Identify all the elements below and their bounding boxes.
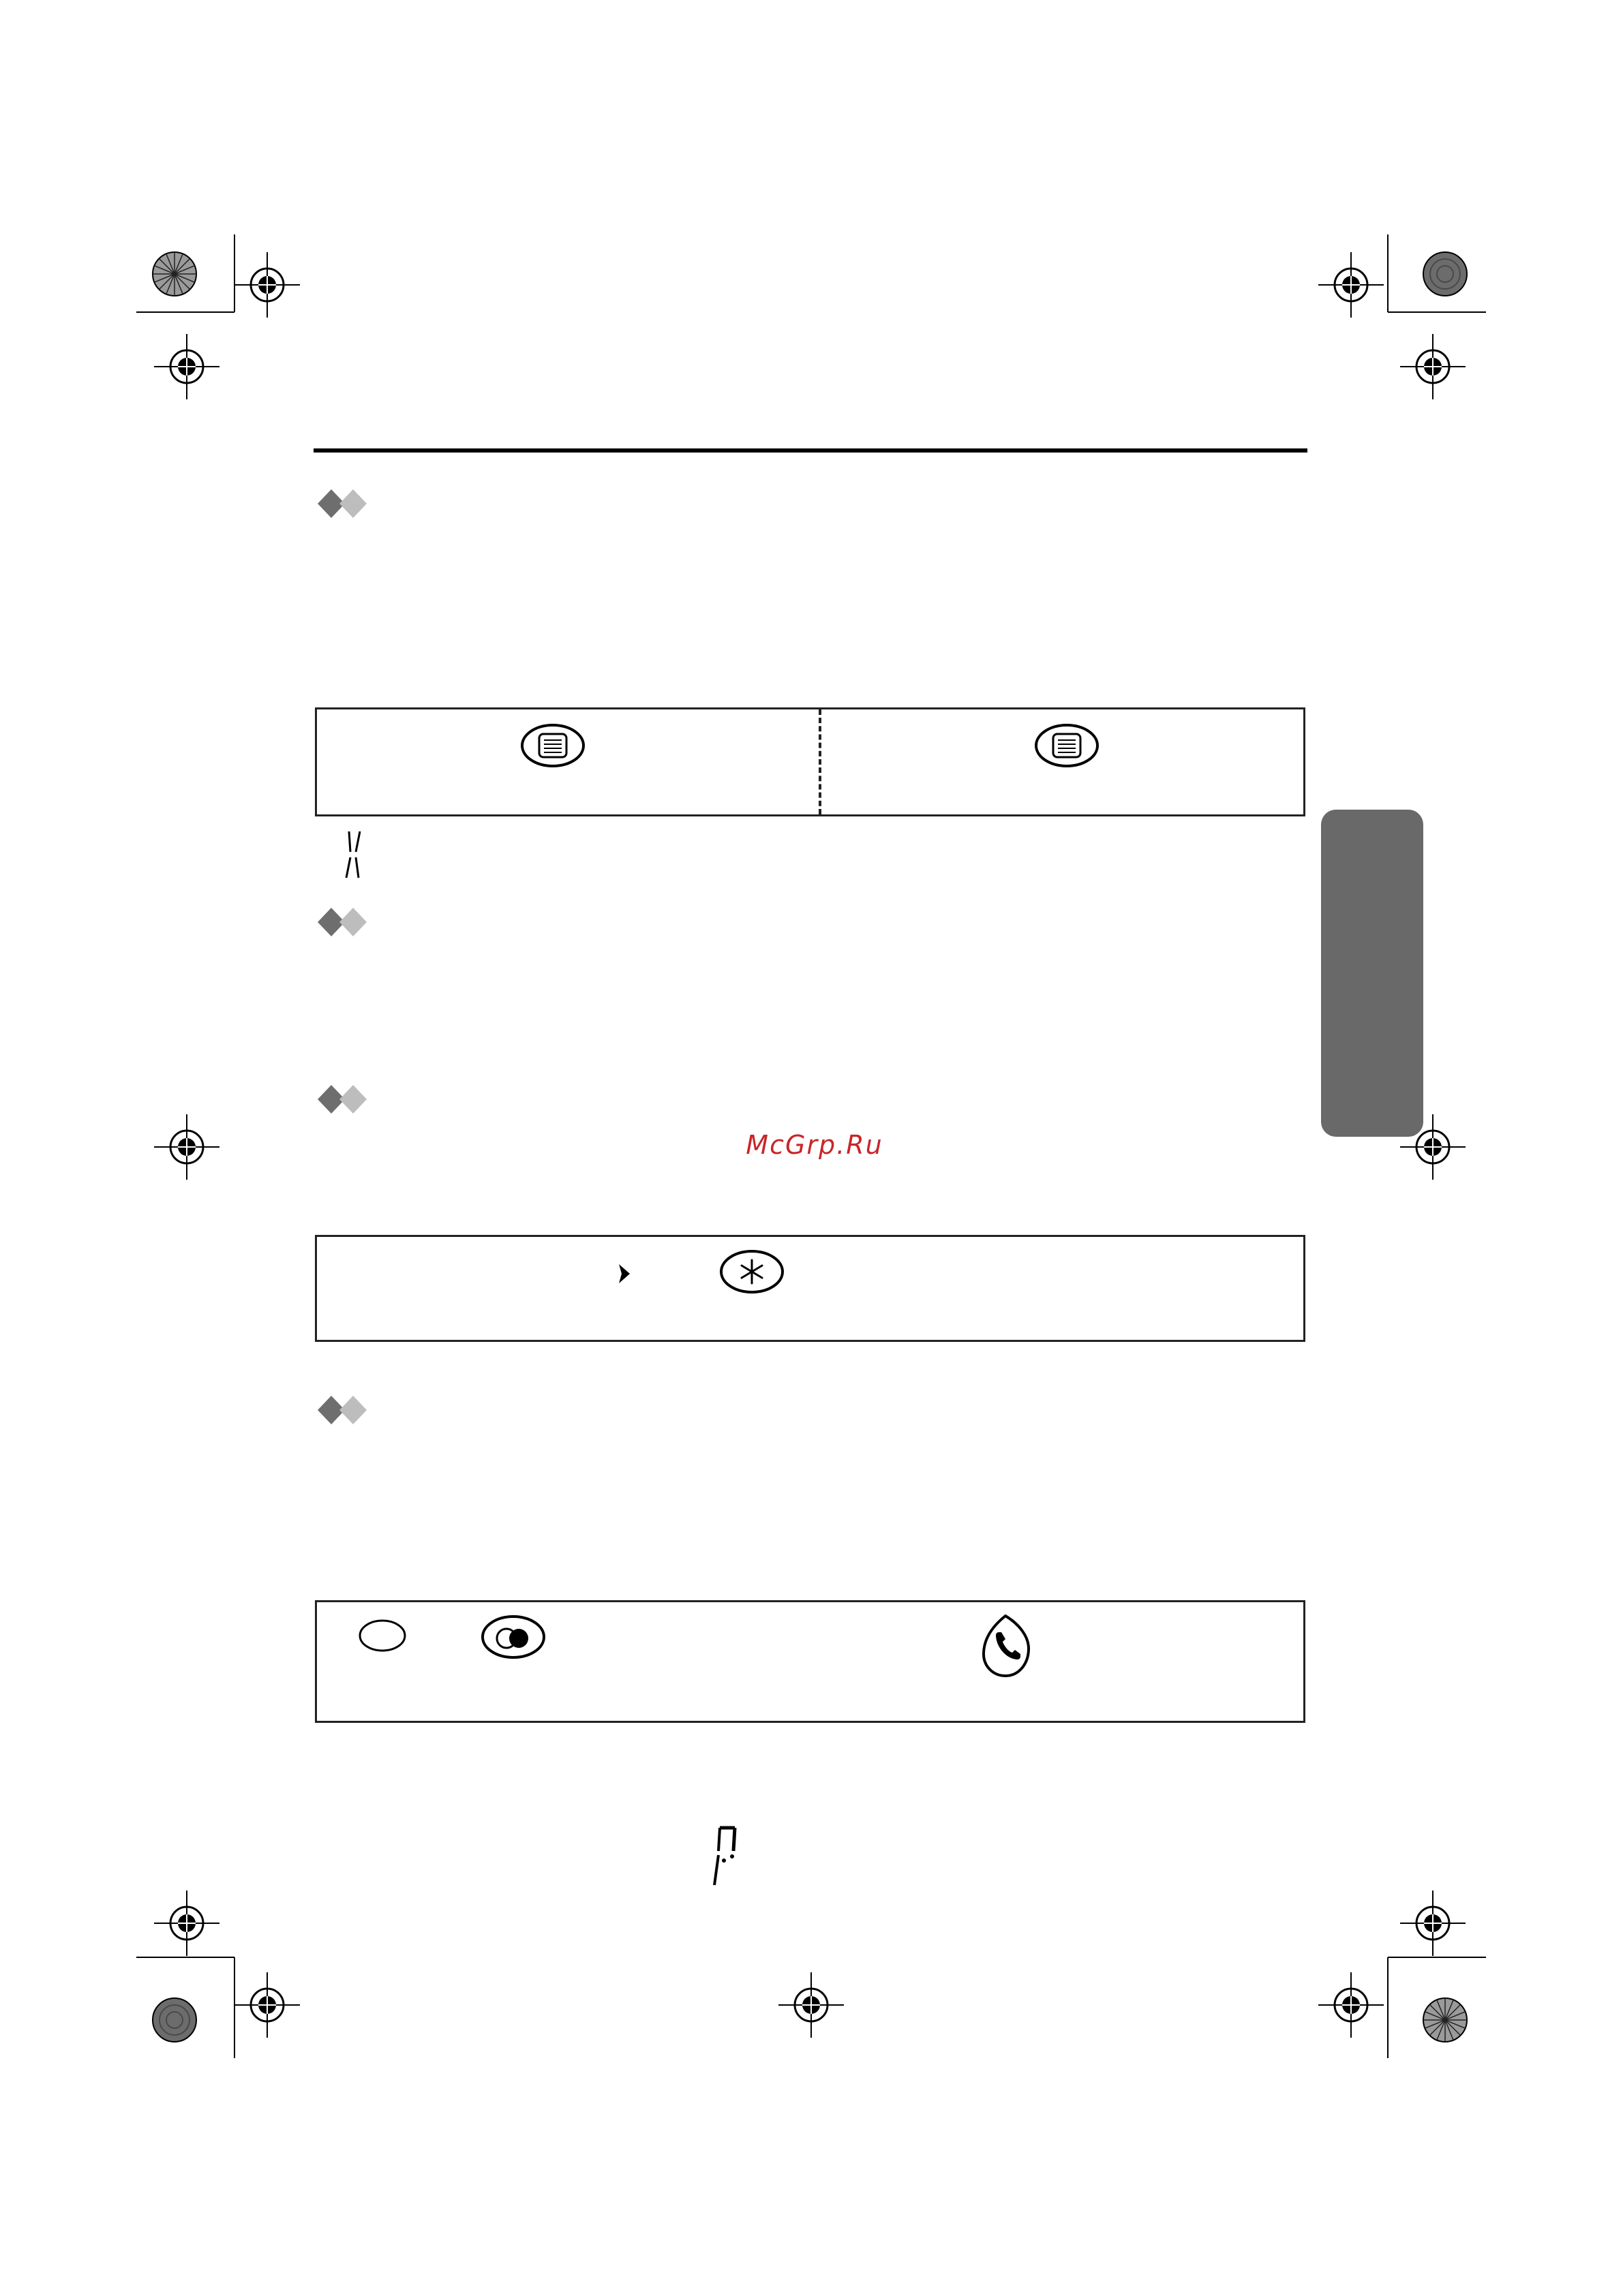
talk-handset-icon [978, 1612, 1033, 1680]
section-marker-3 [315, 1082, 369, 1116]
blinking-lcd-symbol-icon [342, 829, 365, 881]
chapter-side-tab [1321, 810, 1423, 1137]
menu-button-icon [1034, 723, 1099, 768]
watermark-text: McGrp.Ru [746, 1130, 883, 1160]
instruction-box-keys [315, 1600, 1305, 1723]
blank-oval-key-icon [358, 1619, 407, 1653]
section-marker-2 [315, 905, 369, 939]
hold-toggle-key-icon [481, 1614, 546, 1659]
instruction-box-star [315, 1235, 1305, 1342]
lcd-pause-p-icon [709, 1821, 742, 1889]
star-key-icon [719, 1249, 785, 1294]
header-rule [314, 448, 1307, 453]
section-marker-4 [315, 1393, 369, 1427]
instruction-box-menu [315, 707, 1305, 816]
section-marker-1 [315, 487, 369, 521]
arrow-right-icon [617, 1263, 632, 1285]
box-divider [819, 709, 821, 814]
menu-button-icon [520, 723, 586, 768]
